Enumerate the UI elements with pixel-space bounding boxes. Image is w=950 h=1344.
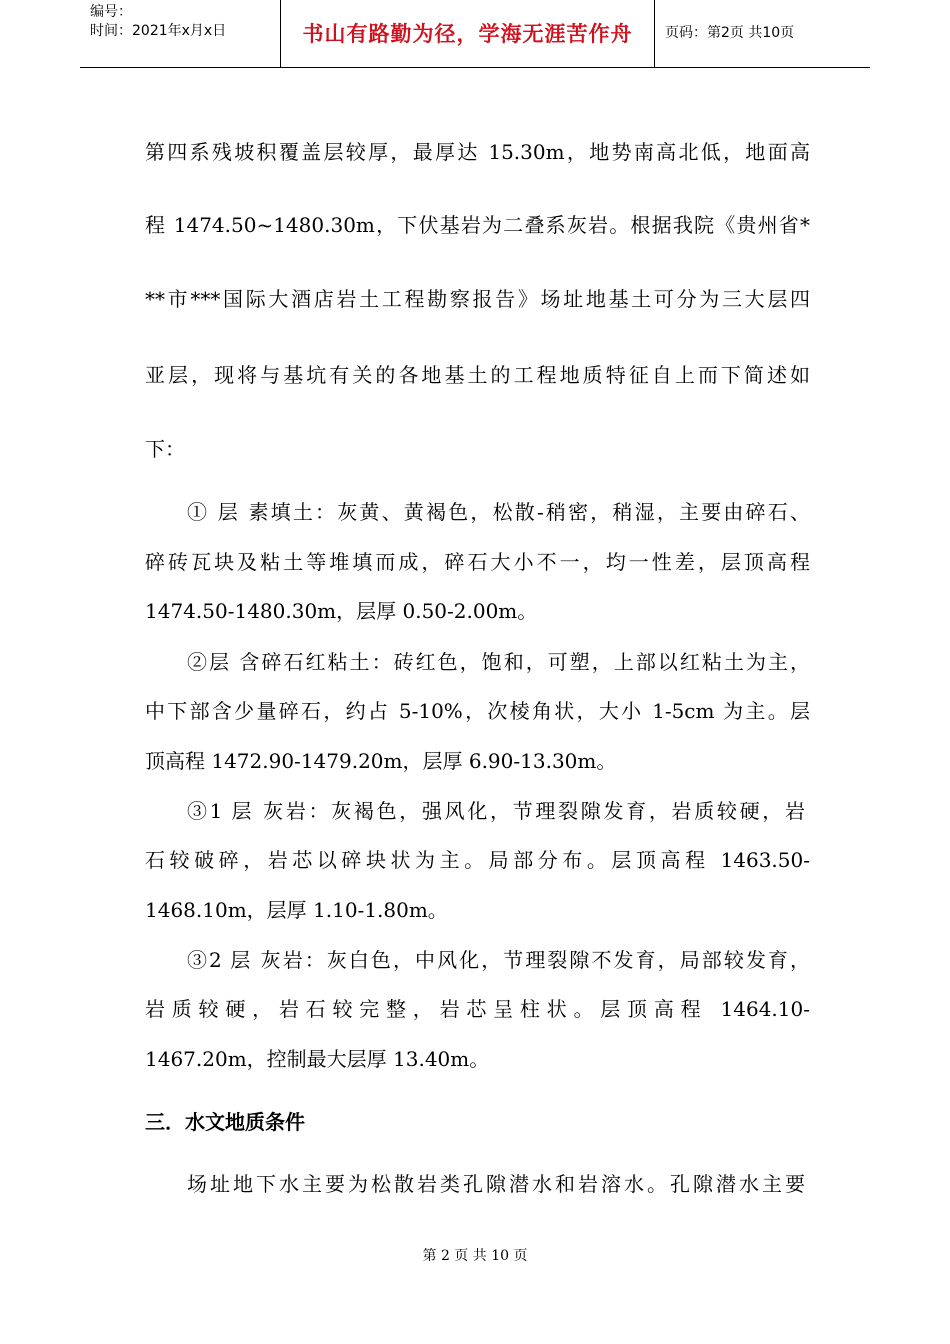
- layer2-line-2: 中下部含少量碎石，约占 5-10%，次棱角状，大小 1-5cm 为主。层: [145, 699, 810, 723]
- layer1-line-2: 碎砖瓦块及粘土等堆填而成，碎石大小不一，均一性差，层顶高程: [145, 550, 810, 574]
- layer3-2-line-2: 岩质较硬，岩石较完整，岩芯呈柱状。层顶高程 1464.10-: [145, 997, 810, 1021]
- intro-line-1: 第四系残坡积覆盖层较厚，最厚达 15.30m，地势南高北低，地面高: [145, 140, 810, 164]
- layer1-line-1: ① 层 素填土：灰黄、黄褐色，松散-稍密，稍湿，主要由碎石、: [187, 500, 810, 524]
- layer2-line-3: 顶高程 1472.90-1479.20m，层厚 6.90-13.30m。: [145, 749, 617, 773]
- intro-line-2: 程 1474.50~1480.30m，下伏基岩为二叠系灰岩。根据我院《贵州省*: [145, 213, 810, 237]
- header-motto: 书山有路勤为径，学海无涯苦作舟: [281, 0, 655, 67]
- hydro-line-1: 场址地下水主要为松散岩类孔隙潜水和岩溶水。孔隙潜水主要: [187, 1172, 805, 1196]
- layer3-1-line-2: 石较破碎，岩芯以碎块状为主。局部分布。层顶高程 1463.50-: [145, 848, 810, 872]
- intro-line-4: 亚层，现将与基坑有关的各地基土的工程地质特征自上而下简述如: [145, 363, 810, 387]
- header-page-label: 页码：第2页 共10页: [665, 25, 795, 41]
- layer1-line-3: 1474.50-1480.30m，层厚 0.50-2.00m。: [145, 599, 538, 623]
- intro-line-3: **市***国际大酒店岩土工程勘察报告》场址地基土可分为三大层四: [145, 287, 810, 311]
- layer3-1-line-3: 1468.10m，层厚 1.10-1.80m。: [145, 898, 448, 922]
- layer3-2-line-1: ③2 层 灰岩：灰白色，中风化，节理裂隙不发育，局部较发育，: [187, 948, 810, 972]
- header-time-label: 时间：2021年x月x日: [90, 23, 227, 39]
- layer3-2-line-3: 1467.20m，控制最大层厚 13.40m。: [145, 1047, 490, 1071]
- layer3-1-line-1: ③1 层 灰岩：灰褐色，强风化，节理裂隙发育，岩质较硬，岩: [187, 799, 805, 823]
- page-footer: 第 2 页 共 10 页: [422, 1248, 528, 1264]
- header-meta: [80, 0, 281, 67]
- section-heading-hydrogeology: 三．水文地质条件: [145, 1110, 305, 1134]
- page-header: [80, 0, 870, 68]
- layer2-line-1: ②层 含碎石红粘土：砖红色，饱和，可塑，上部以红粘土为主，: [187, 650, 810, 674]
- intro-line-5: 下：: [145, 437, 185, 461]
- header-number-label: 编号：: [90, 4, 132, 20]
